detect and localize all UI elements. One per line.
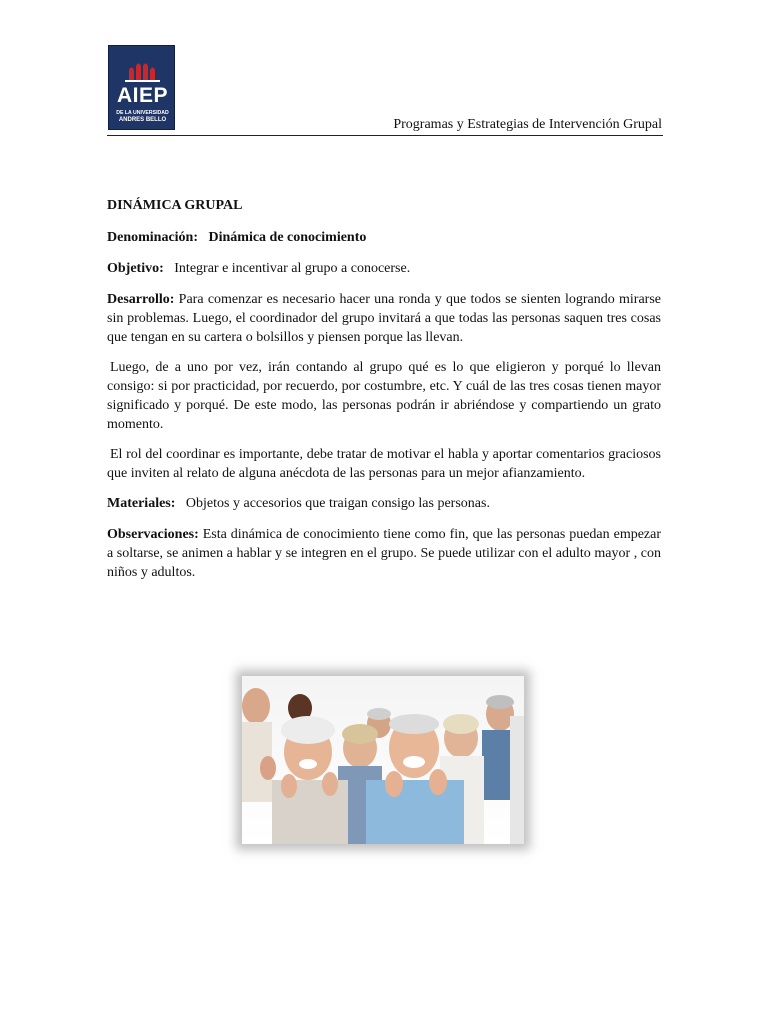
group-photo bbox=[242, 676, 524, 844]
materiales-value: Objetos y accesorios que traigan consigo las personas. bbox=[185, 496, 490, 511]
materiales-line bbox=[107, 494, 661, 513]
document-body bbox=[107, 196, 661, 582]
document-heading: DINÁMICA GRUPAL bbox=[107, 198, 243, 213]
aiep-logo bbox=[108, 45, 175, 130]
observaciones-label: Observaciones: bbox=[107, 527, 199, 542]
objetivo-label: Objetivo: bbox=[107, 261, 164, 276]
observaciones-text: Esta dinámica de conocimiento tiene como fin, que las personas puedan empezar a soltarse, se animen a hablar y se integren en el grupo. Se puede utilizar con el adulto mayor , con niños y adultos. bbox=[107, 527, 662, 580]
observaciones-paragraph bbox=[107, 525, 661, 582]
header-divider bbox=[107, 135, 663, 136]
seniors-thumbs-up-icon bbox=[242, 676, 524, 844]
header-title: Programas y Estrategias de Intervención Grupal bbox=[393, 117, 662, 132]
paragraph-2: Luego, de a uno por vez, irán contando al grupo qué es lo que eligieron y porqué lo llevan consigo: si por practicidad, por recuerdo, por costumbre, etc. Y cuál de las tres cosas tienen mayor significado y porqué. De este modo, las personas podrán ir abriéndose y compartiendo un grato momento. bbox=[107, 360, 661, 432]
paragraph-3: El rol del coordinar es importante, debe tratar de motivar el habla y aportar comentarios graciosos que inviten al relato de alguna anécdota de las personas para un mejor afianzamiento. bbox=[107, 447, 661, 481]
objetivo-value: Integrar e incentivar al grupo a conocerse. bbox=[174, 261, 411, 276]
materiales-label: Materiales: bbox=[107, 496, 176, 511]
desarrollo-text: Para comenzar es necesario hacer una ronda y que todos se sienten logrando mirarse sin problemas. Luego, el coordinador del grupo invitará a que todas las personas saquen tres cosas que tengan en su cartera o bolsillos y piensen porque las llevan. bbox=[107, 292, 662, 345]
denominacion-label: Denominación: bbox=[107, 230, 198, 245]
desarrollo-paragraph bbox=[107, 290, 661, 347]
logo-subtitle: DE LA UNIVERSIDAD ANDRES BELLO bbox=[116, 110, 169, 123]
denominacion-line bbox=[107, 228, 661, 247]
denominacion-value: Dinámica de conocimiento bbox=[208, 230, 367, 245]
desarrollo-label: Desarrollo: bbox=[107, 292, 175, 307]
logo-wordmark: AIEP bbox=[116, 84, 168, 107]
objetivo-line bbox=[107, 259, 661, 278]
building-arch-icon bbox=[109, 52, 176, 84]
